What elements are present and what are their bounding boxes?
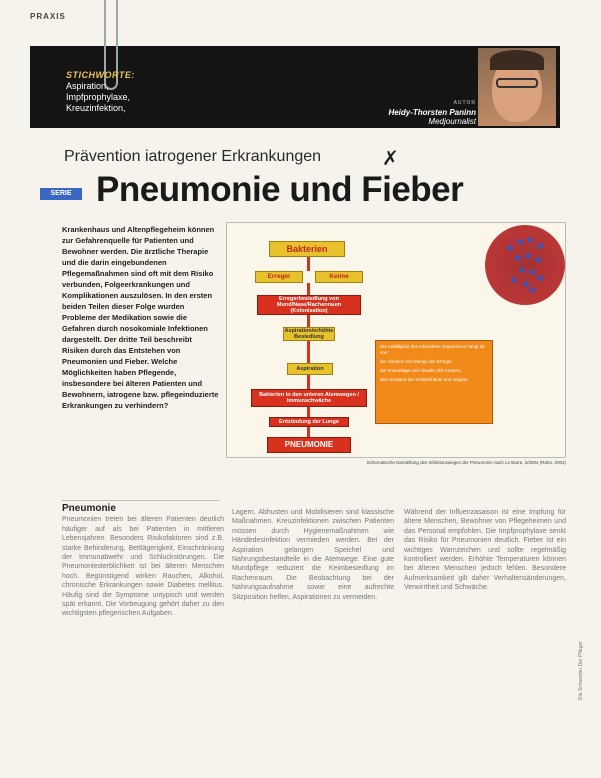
diagram-box-2: Aspiration/erhöhte Besiedlung [284,328,334,340]
diagram-arrow [307,427,310,437]
body-column-2 [232,508,394,602]
article-title: Pneumonie und Fieber [96,170,464,209]
susceptibility-note [375,340,493,424]
diagram-top-box: Bakterien [269,241,345,257]
body-text: Lagern, Abhusten und Mobilisieren sind klassische Maßnahmen. Kreuzinfektionen zwischen Patienten müssen durch Hygienemaßnahmen wie Händedesinfektion vermieden werden. Bei der Aspiration gelangen Speichel und Nahrungsbestandteile in die Atemwege. Eine gute Mundpflege reduziert die Keimbesiedlung im Rachenraum. Die Beobachtung bei der Nahrungsaufnahme sowie eine aufrechte Sitzposition helfen, Aspirationen zu vermeiden. [232,509,394,601]
diagram-arrow [307,341,310,363]
bacteria-hand-image [485,225,565,305]
note-title: Die Anfälligkeit des erkrankten Organismus hängt ab von: [380,344,485,355]
diagram-box-5: Entzündung der Lunge [269,417,349,427]
diagram-arrow [307,315,310,327]
keywords-label: STICHWORTE: [66,70,135,80]
author-block [360,99,476,126]
author-label: AUTOR [453,100,476,106]
diagram-arrow [307,257,310,271]
diagram-arrow [307,283,310,295]
note-item: dem Zustand der Schleimhäute und Organe. [380,377,469,382]
author-name: Heidy-Thorsten Paninn [388,108,476,117]
section-tag: PRAXIS [30,12,66,21]
scribble-mark-icon: ✗ [382,148,399,170]
body-column-3 [404,508,566,593]
keywords-block [66,70,135,114]
keyword-item: Impfprophylaxe, [66,92,131,102]
diagram-box-3: Aspiration [287,363,333,375]
diagram-left-box: Erreger [255,271,303,283]
diagram-arrow [307,407,310,417]
note-item: der Immunlage und Abwehr des Körpers, [380,368,462,373]
body-text: Während der Influenzasaison ist eine Impfung für ältere Menschen, Bewohner von Pflegeheimen und das Personal empfohlen. Die Impfprophylaxe senkt das Risiko für Pneumonien deutlich. Fieber ist ein wichtiges Warnzeichen und sollte regelmäßig kontrolliert werden. Erhöhte Temperaturen können bei älteren Menschen jedoch fehlen. Besondere Aufmerksamkeit gilt daher Verhaltensänderungen, Verwirrtheit und Schwäche. [404,509,566,592]
diagram-box-4: Bakterien in den unteren Atemwegen / Immunschwäche [251,389,367,407]
section-heading: Pneumonie [62,503,116,514]
diagram-right-box: Keime [315,271,363,283]
article-subtitle: Prävention iatrogener Erkrankungen [64,148,322,165]
diagram-arrow [307,375,310,389]
keyword-item: Kreuzinfektion, [66,103,126,113]
diagram-box-1: Erregerbesiedlung von Mund/Nase/Rachenraum (Kolonisation) [257,295,361,315]
side-credit: Die Schwester Der Pfleger [578,641,584,700]
column-rule [62,500,220,501]
body-column-1 [62,504,224,619]
author-photo [478,48,556,126]
body-text: Pneumonien treten bei älteren Patienten deutlich häufiger auf als bei Patienten in mittleren Lebensjahren. Besonders Risikofaktoren sind z.B. starke Behinderung, Bettlägerigkeit, Einschränkung der Immunabwehr und Schluckstörungen. Die Pneumoniesterblichkeit ist bei älteren Menschen hoch. Begünstigend wirken Rauchen, Alkohol, chronische Erkrankungen sowie Diabetes mellitus. Häufig sind die Symptome untypisch und werden spät erkannt. Die Vorbeugung gehört daher zu den wichtigsten pflegerischen Aufgaben. [62,516,224,618]
diagram-bottom-box: PNEUMONIE [267,437,351,453]
keyword-item: Aspiration, [66,81,109,91]
series-tag: SERIE [40,188,82,200]
note-item: der Virulenz und Menge der Erreger, [380,359,453,364]
author-role: Medjournalist [428,117,476,126]
infection-diagram [226,222,566,458]
lead-paragraph: Krankenhaus und Altenpflegeheim können zur Gefahrenquelle für Patienten und Bewohner werden. Die ärztliche Therapie und die darin eingebundenen Pflegemaßnahmen sind oft mit dem Risiko verbunden, Folgeerkrankungen und Komplikationen auszulösen. In den ersten beiden Teilen dieser Folge wurden Probleme der Medikation sowie die Gefahren durch nosokomiale Infektionen dargestellt. Der dritte Teil beschreibt Risiken durch das Entstehen von Pneumonien und Fieber. Welche Möglichkeiten haben Pflegende, insbesondere bei älteren Patienten und Bewohnern, iatrogene bzw. pflegeinduzierte Erkrankungen zu verhindern? [62,225,219,410]
figure-caption: Schematische Darstellung des Infektionsweges der Pneumonie nach Le Barre, 2/2004 (Rahn, 2004) [366,460,566,465]
